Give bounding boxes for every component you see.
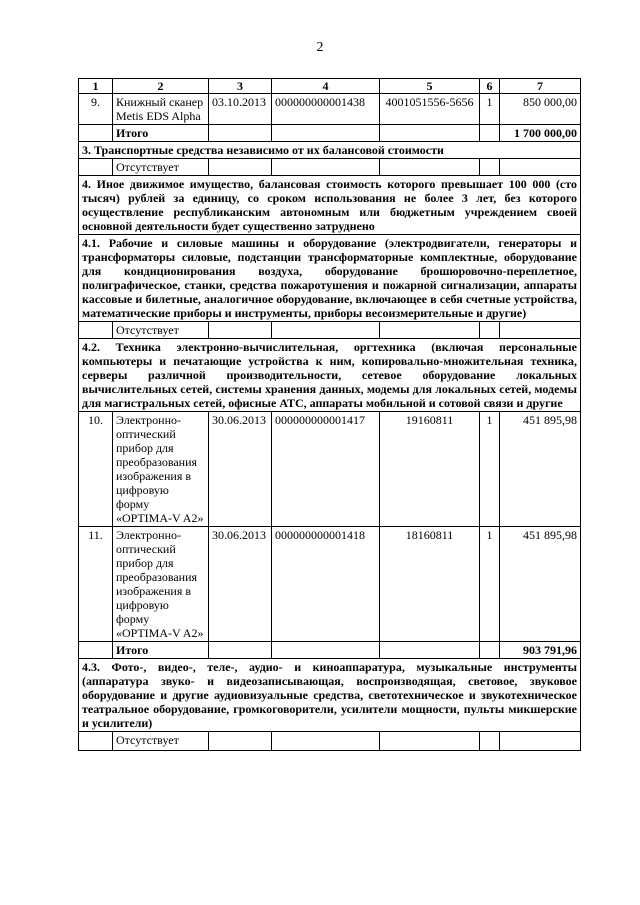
row-number: 11. [79,527,113,642]
section-row [79,176,581,235]
inventory-number: 000000000001417 [272,412,380,527]
serial-number: 18160811 [380,527,480,642]
item-date: 03.10.2013 [209,94,272,125]
item-name: Электронно-оптический прибор для преобразования изображения в цифровую форму «OPTIMA-V A2» [113,412,209,527]
absent-row [79,322,581,339]
value: 451 895,98 [500,527,581,642]
total-value: 1 700 000,00 [500,125,581,142]
total-value: 903 791,96 [500,642,581,659]
header-cell: 7 [500,79,581,94]
header-cell: 4 [272,79,380,94]
page-number: 2 [316,40,324,55]
inventory-number: 000000000001438 [272,94,380,125]
total-label: Итого [113,642,209,659]
property-table [78,78,581,751]
table-row [79,527,581,642]
absent-row [79,732,581,751]
item-name: Книжный сканер Metis EDS Alpha [113,94,209,125]
table-row [79,412,581,527]
header-cell: 3 [209,79,272,94]
section-heading: 4. Иное движимое имущество, балансовая стоимость которого превышает 100 000 (сто тысяч) рублей за единицу, со сроком использования не более 3 лет, без которого осуществление республиканским автономным или бюджетным учреждением своей основной деятельности будет существенно затруднено [79,176,581,235]
absent-label: Отсутствует [113,159,209,176]
total-label: Итого [113,125,209,142]
section-row [79,659,581,732]
inventory-number: 000000000001418 [272,527,380,642]
row-number: 10. [79,412,113,527]
serial-number: 4001051556-5656 [380,94,480,125]
value: 850 000,00 [500,94,581,125]
header-cell: 6 [480,79,500,94]
section-heading: 4.2. Техника электронно-вычислительная, оргтехника (включая персональные компьютеры и печатающие устройства к ним, копировально-множительная техника, серверы различной производительности, сетевое оборудование локальных вычислительных сетей, системы хранения данных, модемы для локальных сетей, модемы для магистральных сетей, офисные АТС, аппараты мобильной и сотовой связи и другие [79,339,581,412]
absent-label: Отсутствует [113,732,209,751]
quantity: 1 [480,94,500,125]
serial-number: 19160811 [380,412,480,527]
section-row [79,142,581,159]
item-name: Электронно-оптический прибор для преобразования изображения в цифровую форму «OPTIMA-V A2» [113,527,209,642]
item-date: 30.06.2013 [209,412,272,527]
section-row [79,339,581,412]
header-cell: 2 [113,79,209,94]
absent-row [79,159,581,176]
quantity: 1 [480,412,500,527]
absent-label: Отсутствует [113,322,209,339]
total-row [79,125,581,142]
header-row [79,79,581,94]
section-row [79,235,581,322]
header-cell: 5 [380,79,480,94]
header-cell: 1 [79,79,113,94]
quantity: 1 [480,527,500,642]
section-heading: 3. Транспортные средства независимо от их балансовой стоимости [79,142,581,159]
row-number: 9. [79,94,113,125]
total-row [79,642,581,659]
item-date: 30.06.2013 [209,527,272,642]
value: 451 895,98 [500,412,581,527]
table-row [79,94,581,125]
section-heading: 4.3. Фото-, видео-, теле-, аудио- и киноаппаратура, музыкальные инструменты (аппаратура звуко- и видеозаписывающая, воспроизводящая, световое, звуковое оборудование и другие аудиовизуальные средства, светотехническое и звукотехническое театральное оборудование, громкоговорители, усилители мощности, пульты микшерские и усилители) [79,659,581,732]
section-heading: 4.1. Рабочие и силовые машины и оборудование (электродвигатели, генераторы и трансформаторы силовые, подстанции трансформаторные комплектные, оборудование для кондиционирования воздуха, оборудование брошюровочно-переплетное, полиграфическое, станки, средства пожаротушения и пожарной сигнализации, аппараты кассовые и билетные, аналогичное оборудование, включающее в себя счетные устройства, математические приборы и инструменты, приборы весоизмерительные и другие) [79,235,581,322]
